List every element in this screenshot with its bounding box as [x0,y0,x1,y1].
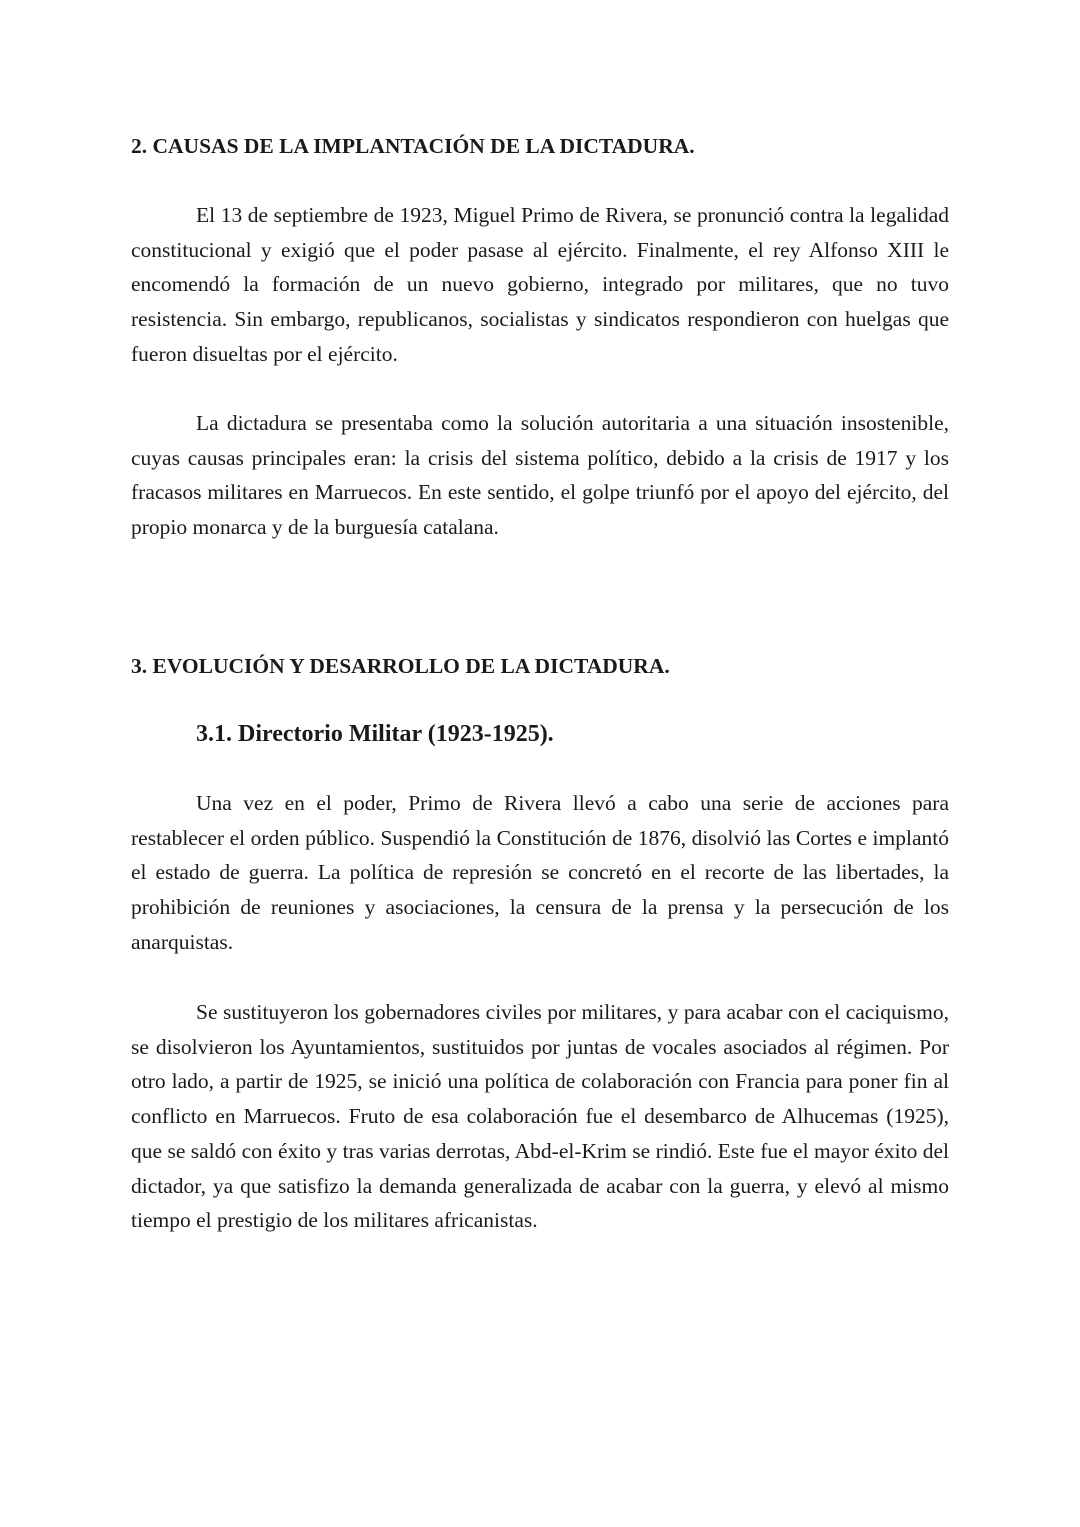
section-3-heading: 3. EVOLUCIÓN Y DESARROLLO DE LA DICTADURA. [131,654,670,678]
subsection-3-1-paragraph-2: Se sustituyeron los gobernadores civiles por militares, y para acabar con el caciquismo, se disolvieron los Ayuntamientos, sustituidos por juntas de vocales asociados al régimen. Por otro lado, a partir de 1925, se inició una política de colaboración con Francia para poner fin al conflicto en Marruecos. Fruto de esa colaboración fue el desembarco de Alhucemas (1925), que se saldó con éxito y tras varias derrotas, Abd-el-Krim se rindió. Este fue el mayor éxito del dictador, ya que satisfizo la demanda generalizada de acabar con la guerra, y elevó al mismo tiempo el prestigio de los militares africanistas. [131,1000,949,1233]
section-2-paragraph-1: El 13 de septiembre de 1923, Miguel Primo de Rivera, se pronunció contra la legalidad constitucional y exigió que el poder pasase al ejército. Finalmente, el rey Alfonso XIII le encomendó la formación de un nuevo gobierno, integrado por militares, que no tuvo resistencia. Sin embargo, republicanos, socialistas y sindicatos respondieron con huelgas que fueron disueltas por el ejército. [131,203,949,366]
subsection-3-1-paragraph-1: Una vez en el poder, Primo de Rivera llevó a cabo una serie de acciones para restablecer el orden público. Suspendió la Constitución de 1876, disolvió las Cortes e implantó el estado de guerra. La política de represión se concretó en el recorte de las libertades, la prohibición de reuniones y asociaciones, la censura de la prensa y la persecución de los anarquistas. [131,791,949,954]
section-2-heading: 2. CAUSAS DE LA IMPLANTACIÓN DE LA DICTADURA. [131,134,695,158]
section-2-paragraph-2: La dictadura se presentaba como la solución autoritaria a una situación insostenible, cuyas causas principales eran: la crisis del sistema político, debido a la crisis de 1917 y los fracasos militares en Marruecos. En este sentido, el golpe triunfó por el apoyo del ejército, del propio monarca y de la burguesía catalana. [131,411,949,540]
subsection-3-1-heading: 3.1. Directorio Militar (1923-1925). [196,721,554,747]
